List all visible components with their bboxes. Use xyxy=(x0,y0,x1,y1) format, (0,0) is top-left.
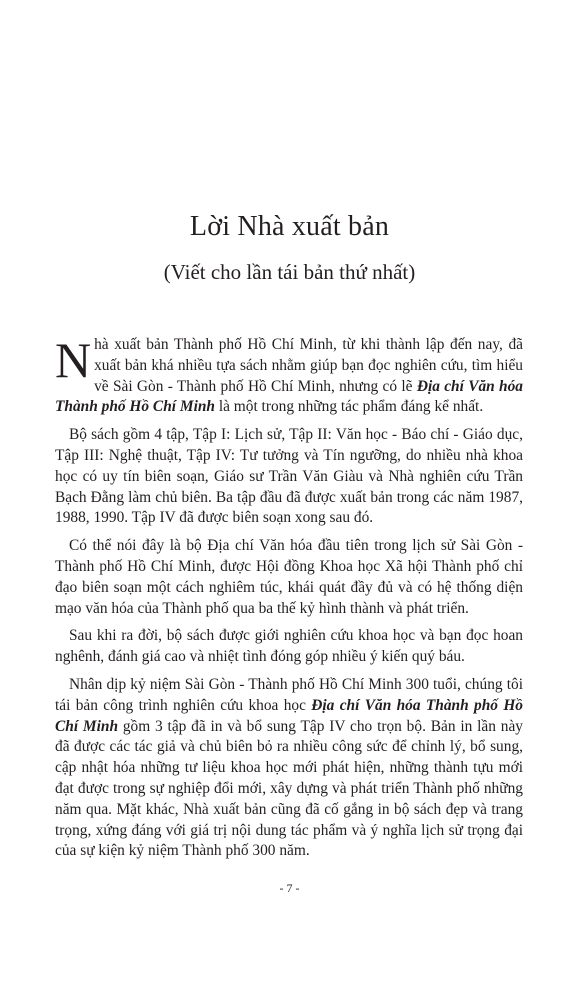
paragraph-4-text: Sau khi ra đời, bộ sách được giới nghiên cứu khoa học và bạn đọc hoan nghênh, đánh giá cao và nhiệt tình đóng góp nhiều ý kiến quý báu. xyxy=(55,627,523,666)
book-title-emphasis: Địa chí Văn hóa Thành phố Hồ Chí Minh xyxy=(55,696,523,735)
paragraph-3 xyxy=(55,536,523,619)
paragraph-5-text-b: gồm 3 tập đã in và bổ sung Tập IV cho trọn bộ. Bản in lần này đã được các tác giả và chủ biên bỏ ra nhiều công sức để chỉnh lý, bổ sung, cập nhật hóa những tư liệu khoa học mới phát hiện, những thành tựu mới đạt được trong sự nghiệp đổi mới, xây dựng và phát triển Thành phố những năm qua. Mặt khác, Nhà xuất bản cũng đã cố gắng in bộ sách đẹp và trang trọng, xứng đáng với giá trị nội dung tác phẩm và ý nghĩa lịch sử trọng đại của sự kiện kỷ niệm Thành phố 300 năm. xyxy=(55,717,523,860)
paragraph-5 xyxy=(55,675,523,862)
paragraph-2-text: Bộ sách gồm 4 tập, Tập I: Lịch sử, Tập II: Văn học - Báo chí - Giáo dục, Tập III: Nghệ thuật, Tập IV: Tư tưởng và Tín ngưỡng, do nhiều nhà khoa học có uy tín biên soạn, Giáo sư Trần Văn Giàu và Nhà nghiên cứu Trần Bạch Đằng làm chủ biên. Ba tập đầu đã được xuất bản trong các năm 1987, 1988, 1990. Tập IV đã được biên soạn xong sau đó. xyxy=(55,426,523,527)
page-number: - 7 - xyxy=(279,881,300,895)
paragraph-3-text: Có thể nói đây là bộ Địa chí Văn hóa đầu tiên trong lịch sử Sài Gòn - Thành phố Hồ Chí Minh, được Hội đồng Khoa học Xã hội Thành phố chỉ đạo biên soạn một cách nghiêm túc, khái quát đầy đủ và có hệ thống diện mạo văn hóa của Thành phố qua ba thế kỷ hình thành và phát triển. xyxy=(55,537,523,617)
paragraph-5-text-a: Nhân dịp kỷ niệm Sài Gòn - Thành phố Hồ Chí Minh 300 tuổi, chúng tôi tái bản công trình nghiên cứu khoa học xyxy=(55,675,523,714)
page-subtitle: (Viết cho lần tái bản thứ nhất) xyxy=(163,260,416,284)
paragraph-1-text-b: là một trong những tác phẩm đáng kể nhất. xyxy=(214,398,484,416)
drop-cap: N xyxy=(55,332,92,388)
page-title: Lời Nhà xuất bản xyxy=(189,211,390,242)
paragraph-4 xyxy=(55,626,523,668)
paragraph-1 xyxy=(55,332,523,418)
book-title-emphasis: Địa chí Văn hóa Thành phố Hồ Chí Minh xyxy=(55,377,523,416)
paragraph-2 xyxy=(55,425,523,529)
body-text xyxy=(55,332,523,869)
paragraph-1-text-a: hà xuất bản Thành phố Hồ Chí Minh, từ khi thành lập đến nay, đã xuất bản khá nhiều tựa sách nhằm giúp bạn đọc nghiên cứu, tìm hiểu về Sài Gòn - Thành phố Hồ Chí Minh, nhưng có lẽ xyxy=(94,336,523,395)
